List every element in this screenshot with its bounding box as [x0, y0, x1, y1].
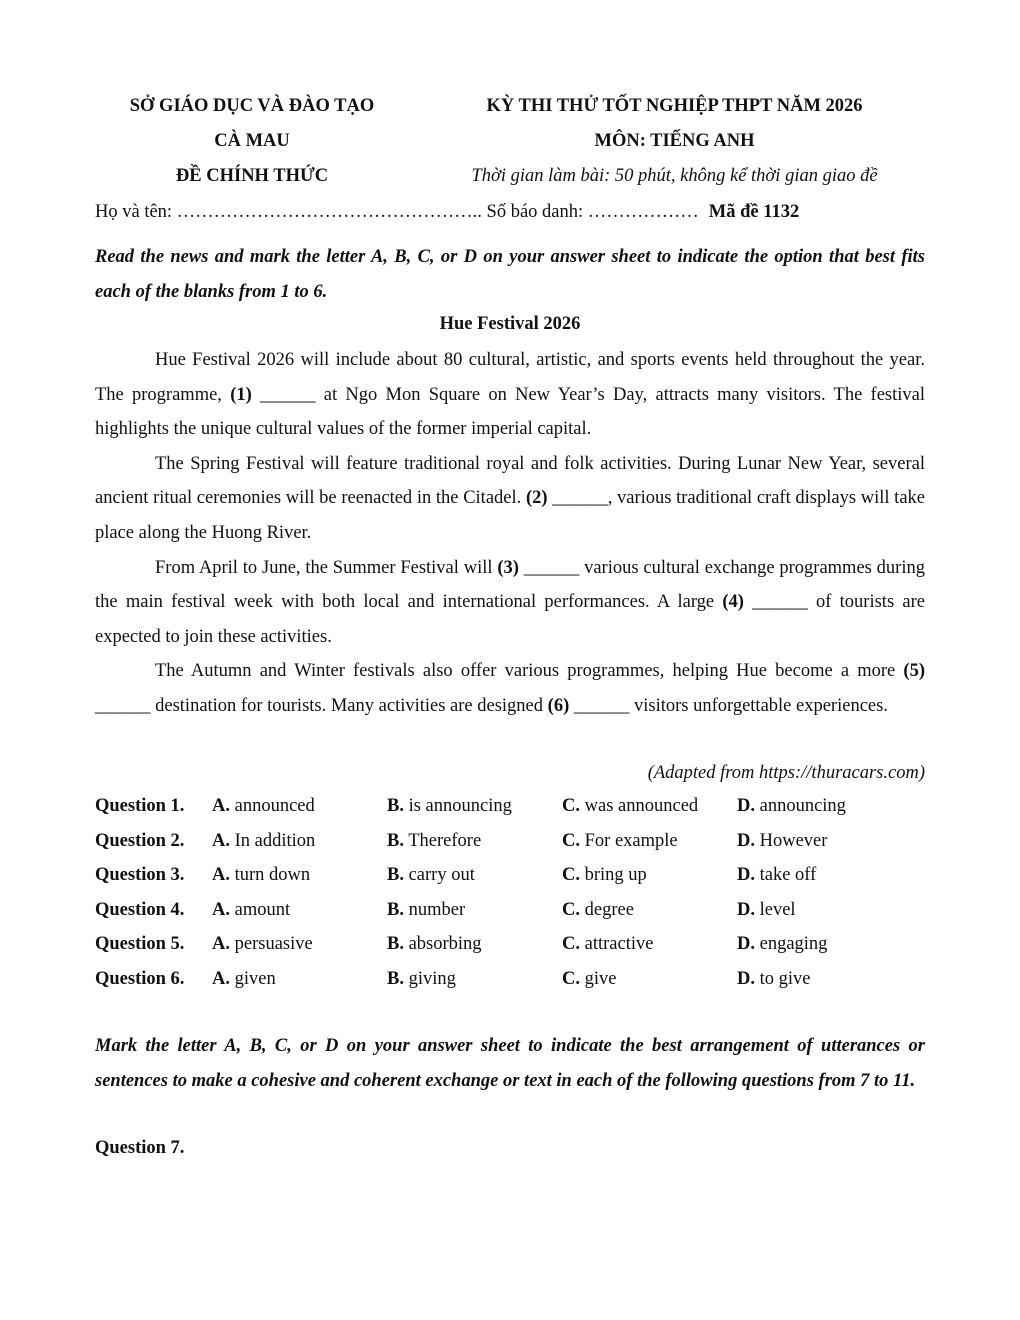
option-c[interactable]: [562, 860, 647, 890]
paragraph-1: [95, 343, 925, 447]
question-label: Question 5.: [95, 934, 185, 955]
option-text: giving: [403, 968, 456, 989]
question-4: [95, 895, 925, 930]
question-2: [95, 826, 925, 861]
question-label: Question 2.: [95, 830, 185, 851]
option-letter: D.: [737, 934, 755, 955]
paragraph-2: [95, 447, 925, 551]
option-text: carry out: [403, 865, 475, 886]
option-letter: C.: [562, 865, 580, 886]
question-list: [95, 791, 925, 999]
exam-title: KỲ THI THỬ TỐT NGHIỆP THPT NĂM 2026: [486, 96, 863, 116]
option-letter: A.: [212, 865, 230, 886]
option-b[interactable]: [387, 929, 482, 959]
candidate-name-field: Họ và tên: ………………………………………….. Số báo danh: ………………: [95, 202, 699, 222]
option-text: give: [580, 968, 617, 989]
option-letter: A.: [212, 796, 230, 816]
option-letter: D.: [737, 830, 755, 851]
option-letter: A.: [212, 968, 230, 989]
option-text: engaging: [755, 934, 828, 955]
p2-text-a: The Spring Festival will feature traditional royal and folk activities. During Lunar New Year, several ancient ritual ceremonies will be reenacted in the Citadel.: [95, 453, 925, 509]
option-text: Therefore: [403, 830, 482, 851]
option-d[interactable]: [737, 964, 811, 994]
option-a[interactable]: [212, 791, 315, 821]
issuer-block: [95, 92, 409, 197]
option-text: given: [230, 968, 276, 989]
p3-text-a: From April to June, the Summer Festival will: [155, 557, 498, 578]
option-b[interactable]: [387, 860, 475, 890]
option-b[interactable]: [387, 826, 481, 856]
option-letter: A.: [212, 830, 230, 851]
option-b[interactable]: [387, 895, 465, 925]
passage-title: Hue Festival 2026: [439, 314, 581, 334]
option-c[interactable]: [562, 791, 698, 821]
question-label: Question 3.: [95, 865, 185, 886]
option-c[interactable]: [562, 826, 678, 856]
paragraph-4: [95, 654, 925, 723]
option-letter: D.: [737, 968, 755, 989]
option-text: announced: [230, 796, 315, 816]
option-c[interactable]: [562, 929, 653, 959]
exam-code: Mã đề 1132: [708, 202, 800, 222]
candidate-info-row: [95, 198, 925, 226]
option-text: was announced: [580, 796, 699, 816]
reading-passage: [95, 343, 925, 724]
option-d[interactable]: [737, 929, 827, 959]
p2-text-b: ______, various traditional craft displays will take place along the Huong River.: [95, 488, 925, 543]
option-letter: C.: [562, 830, 580, 851]
blank-number-3: (3): [497, 557, 519, 578]
option-text: In addition: [230, 830, 316, 851]
blank-1-line: ______: [260, 384, 316, 405]
paragraph-3: [95, 551, 925, 655]
option-text: take off: [755, 865, 817, 886]
option-text: bring up: [580, 865, 647, 886]
option-letter: D.: [737, 899, 755, 920]
option-text: For example: [580, 830, 678, 851]
passage-source: (Adapted from https://thuracars.com): [647, 763, 925, 783]
option-text: degree: [580, 899, 634, 920]
option-b[interactable]: [387, 964, 456, 994]
question-label: Question 1.: [95, 796, 185, 816]
p3-text-c: ______ of tourists are expected to join these activities.: [95, 592, 925, 647]
blank-number-5: (5): [903, 661, 925, 682]
option-text: attractive: [580, 934, 654, 955]
option-text: However: [755, 830, 828, 851]
p4-text-b: ______ destination for tourists. Many activities are designed: [95, 695, 548, 716]
option-text: is announcing: [403, 796, 512, 816]
time-allowed: Thời gian làm bài: 50 phút, không kể thời gian giao đề: [471, 166, 878, 186]
official-label: ĐỀ CHÍNH THỨC: [175, 166, 329, 186]
question-label: Question 6.: [95, 968, 185, 989]
option-letter: C.: [562, 968, 580, 989]
option-letter: D.: [737, 865, 755, 886]
option-letter: C.: [562, 796, 580, 816]
option-a[interactable]: [212, 826, 315, 856]
question-6: [95, 964, 925, 999]
option-letter: A.: [212, 899, 230, 920]
option-a[interactable]: [212, 860, 310, 890]
option-text: persuasive: [230, 934, 313, 955]
p3-text-b: ______ various cultural exchange programmes during the main festival week with both local and international performances. A large: [95, 557, 925, 613]
blank-number-1: (1): [230, 384, 252, 405]
section1-instruction: Read the news and mark the letter A, B, C, or D on your answer sheet to indicate the option that best fits each of the blanks from 1 to 6.: [95, 247, 925, 302]
question-3: [95, 860, 925, 895]
option-letter: D.: [737, 796, 755, 816]
option-a[interactable]: [212, 964, 276, 994]
blank-number-2: (2): [525, 488, 548, 509]
option-a[interactable]: [212, 929, 313, 959]
option-text: level: [755, 899, 796, 920]
option-letter: B.: [387, 830, 404, 851]
question-7-label: Question 7.: [95, 1138, 185, 1158]
option-letter: B.: [387, 968, 404, 989]
option-letter: B.: [387, 934, 404, 955]
option-text: announcing: [755, 796, 846, 816]
p1-text-b: at Ngo Mon Square on New Year’s Day, attracts many visitors. The festival highlights the unique cultural values of the former imperial capital.: [95, 384, 926, 440]
option-text: to give: [755, 968, 811, 989]
option-text: number: [403, 899, 466, 920]
option-d[interactable]: [737, 826, 827, 856]
option-letter: C.: [562, 934, 580, 955]
blank-number-4: (4): [722, 592, 744, 613]
p4-text-a: The Autumn and Winter festivals also offer various programmes, helping Hue become a more: [155, 661, 904, 682]
option-d[interactable]: [737, 895, 796, 925]
option-d[interactable]: [737, 860, 816, 890]
option-text: turn down: [230, 865, 311, 886]
option-letter: A.: [212, 934, 230, 955]
question-1: [95, 791, 925, 826]
question-label: Question 4.: [95, 899, 185, 920]
option-letter: B.: [387, 865, 404, 886]
option-text: amount: [230, 899, 291, 920]
blank-number-6: (6): [547, 695, 570, 716]
p1-text-a: Hue Festival 2026 will include about 80 cultural, artistic, and sports events held throughout the year. The programme,: [95, 350, 925, 405]
option-b[interactable]: [387, 791, 512, 821]
option-c[interactable]: [562, 895, 634, 925]
option-letter: B.: [387, 899, 404, 920]
section2-instruction: Mark the letter A, B, C, or D on your answer sheet to indicate the best arrangement of utterances or sentences to make a cohesive and coherent exchange or text in each of the following questions from 7 to 11.: [95, 1036, 925, 1091]
option-a[interactable]: [212, 895, 290, 925]
department-name: SỞ GIÁO DỤC VÀ ĐÀO TẠO: [129, 96, 375, 116]
exam-info-block: [422, 92, 927, 197]
p4-text-c: ______ visitors unforgettable experiences.: [569, 695, 888, 716]
option-text: absorbing: [403, 934, 482, 955]
option-d[interactable]: [737, 791, 846, 821]
province-name: CÀ MAU: [214, 131, 290, 151]
subject-title: MÔN: TIẾNG ANH: [594, 131, 755, 151]
option-c[interactable]: [562, 964, 616, 994]
option-letter: C.: [562, 899, 580, 920]
option-letter: B.: [387, 796, 404, 816]
question-5: [95, 929, 925, 964]
